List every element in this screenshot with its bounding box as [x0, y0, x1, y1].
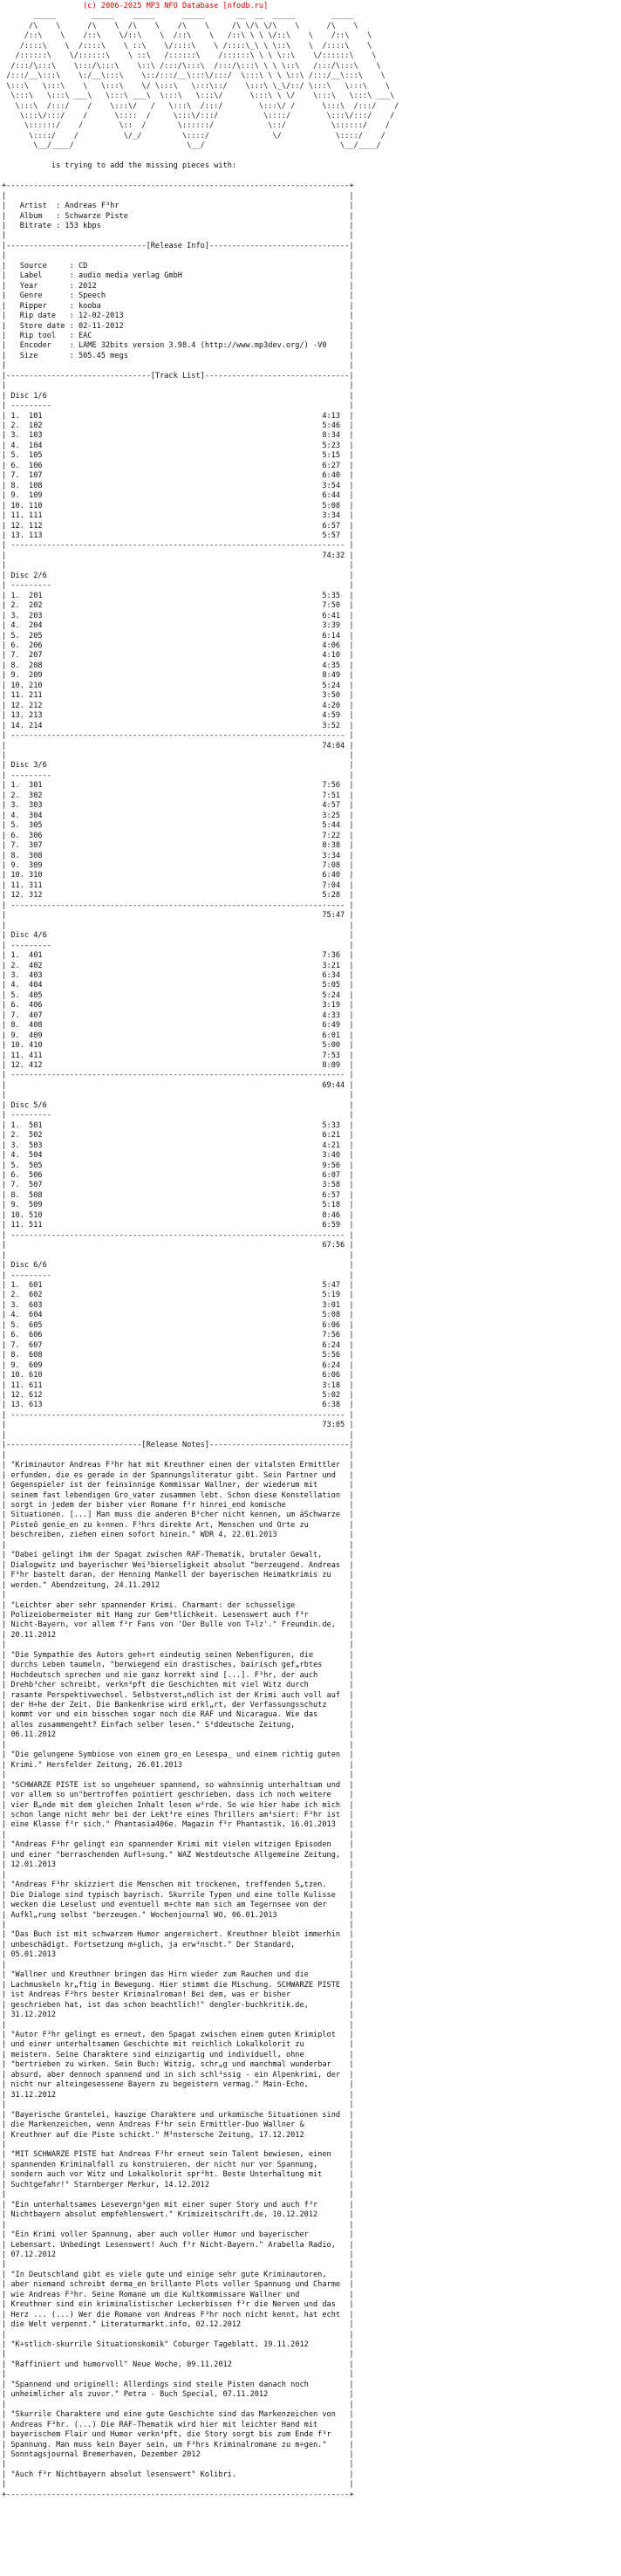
track-row: | 3. 503 4:21 |: [2, 1141, 354, 1150]
track-row: | 1. 101 4:13 |: [2, 411, 354, 421]
track-row: | 8. 208 4:35 |: [2, 661, 354, 670]
release-note-line: | "Skurrile Charaktere und eine gute Geschichte sind das Markenzeichen von |: [2, 2410, 354, 2420]
info-field: | Source : CD |: [2, 261, 354, 271]
box-line: | |: [2, 1740, 354, 1750]
tagline: is trying to add the missing pieces with:: [2, 161, 237, 171]
disc-title: | Disc 1/6 |: [2, 391, 354, 401]
release-note-line: | durchs Leben taumeln, "berwiegend ein drastisches, bairisch gef„rbtes |: [2, 1661, 354, 1670]
info-field: | Year : 2012 |: [2, 281, 354, 291]
release-note-line: | "SCHWARZE PISTE ist so ungeheuer spannend, so wahnsinnig unterhaltsam und |: [2, 1780, 354, 1790]
track-row: | 3. 403 6:34 |: [2, 970, 354, 980]
release-note-line: | Sonntagsjournal Bremerhaven, Dezember 2012 |: [2, 2450, 354, 2460]
track-row: | 11. 411 7:53 |: [2, 1051, 354, 1060]
release-note-line: | "bertrieben zu wirken. Sein Buch: Witzig, schr„g und manchmal wunderbar |: [2, 2060, 354, 2070]
track-row: | 10. 310 6:40 |: [2, 871, 354, 880]
track-row: | 12. 112 6:57 |: [2, 521, 354, 531]
release-note-line: | Aufkl„rung selbst "berzeugen." Wochenjournal WO, 06.01.2013 |: [2, 1910, 354, 1920]
logo-ascii-line: /:::/\:::\ \:::/\:::\ \::\ /:::/\:::\ /:::/\:::\ \ \ \::\ /:::/\:::\ \: [2, 61, 381, 71]
disc-separator: | -------------------------------------------------------------------------- |: [2, 731, 354, 741]
box-line: | |: [2, 361, 354, 371]
track-row: | 4. 304 3:25 |: [2, 811, 354, 820]
box-line: | |: [2, 1540, 354, 1550]
track-row: | 8. 308 3:34 |: [2, 851, 354, 860]
track-row: | 8. 508 6:57 |: [2, 1190, 354, 1200]
box-line: | |: [2, 231, 354, 241]
track-row: | 11. 611 3:18 |: [2, 1380, 354, 1390]
track-row: | 10. 510 8:46 |: [2, 1210, 354, 1220]
track-row: | 6. 306 7:22 |: [2, 831, 354, 840]
track-row: | 4. 604 5:08 |: [2, 1311, 354, 1320]
track-row: | 13. 213 4:59 |: [2, 711, 354, 721]
track-row: | 2. 202 7:50 |: [2, 601, 354, 611]
box-line: | |: [2, 1430, 354, 1440]
release-note-line: | bayerischem Flair und Humor verkn³pft, die Story sorgt bis zum Ende f³r |: [2, 2430, 354, 2440]
logo-ascii-line: /::\ \ /::\ \/::\ \ /::\ \ /::\ \ \ \/::\ \ /::\ \: [2, 31, 372, 41]
release-note-line: | eine Klasse f³r sich." Phantasia406e. Magazin f³r Phantastik, 16.01.2013 |: [2, 1820, 354, 1830]
track-row: | 3. 103 8:34 |: [2, 431, 354, 441]
track-row: | 4. 404 5:05 |: [2, 981, 354, 990]
logo-ascii-line: /:::/__\:::\ \:/__\:::\ \::/:::/__\:::\/:::/ \:::\ \ \ \::\ /:::/__\:::\ \: [2, 72, 386, 81]
info-field: | Size : 505.45 megs |: [2, 351, 354, 360]
box-border: +----------------------------------------------------------------------------+: [2, 182, 354, 191]
track-row: | 4. 204 3:39 |: [2, 621, 354, 631]
info-artist: | Artist : Andreas F³hr |: [2, 202, 354, 211]
release-note-line: | wie Andreas F³hr. Seine Romane um die Kultkommissare Wallner und |: [2, 2290, 354, 2299]
disc-underline: | --------- |: [2, 581, 354, 591]
track-row: | 5. 205 6:14 |: [2, 631, 354, 641]
track-row: | 7. 107 6:40 |: [2, 471, 354, 481]
track-row: | 5. 305 5:44 |: [2, 821, 354, 831]
box-line: | |: [2, 251, 354, 261]
track-row: | 1. 501 5:33 |: [2, 1120, 354, 1130]
release-note-line: | Suchtgefahr!" Starnberger Merkur, 14.12.2012 |: [2, 2180, 354, 2189]
track-row: | 10. 610 6:06 |: [2, 1371, 354, 1380]
track-row: | 11. 211 3:50 |: [2, 691, 354, 701]
disc-separator: | -------------------------------------------------------------------------- |: [2, 901, 354, 910]
release-note-line: | der H÷he der Zeit. Die Bankenkrise wird erkl„rt, der Verfassungsschutz |: [2, 1701, 354, 1710]
track-row: | 11. 511 6:59 |: [2, 1221, 354, 1230]
release-note-line: | Drehb³cher schreibt, verkn³pft die Geschichten mit viel Witz durch |: [2, 1681, 354, 1690]
release-note-line: | meistern. Seine Charaktere sind einzigartig und individuell, ohne |: [2, 2050, 354, 2059]
release-note-line: | nicht nur alteingesessene Bayern zu begeistern vermag." Main-Echo, |: [2, 2080, 354, 2090]
disc-underline: | --------- |: [2, 941, 354, 950]
box-line: | |: [2, 2350, 354, 2360]
track-row: | 8. 608 5:56 |: [2, 1351, 354, 1360]
box-border: +----------------------------------------------------------------------------+: [2, 2490, 354, 2499]
release-note-line: | 06.11.2012 |: [2, 1730, 354, 1740]
release-note-line: | "Auch f³r Nichtbayern absolut lesenswert" Kolibri. |: [2, 2470, 354, 2479]
release-note-line: | "Wallner und Kreuthner bringen das Hirn wieder zum Rauchen und die |: [2, 1970, 354, 1980]
release-note-line: | "Spannend und originell: Allerdings sind steile Pisten danach noch |: [2, 2380, 354, 2389]
box-line: | |: [2, 1641, 354, 1650]
release-note-line: | "K÷stlich-skurrile Situationskomik" Coburger Tageblatt, 19.11.2012 |: [2, 2340, 354, 2350]
box-line: | |: [2, 1921, 354, 1929]
disc-separator: | -------------------------------------------------------------------------- |: [2, 541, 354, 551]
release-note-line: | wecken die Leselust und eventuell m÷chte man sich am Tegernsee von der |: [2, 1901, 354, 1910]
track-row: | 13. 613 6:38 |: [2, 1401, 354, 1410]
info-field: | Ripper : kooba |: [2, 301, 354, 311]
release-note-line: | Pisteô genie_en zu k÷nnen. F³hrs direkte Art, Menschen und Orte zu |: [2, 1520, 354, 1530]
release-note-line: | "Ein unterhaltsames Lesevergn³gen mit einer super Story und auch f³r |: [2, 2200, 354, 2209]
info-field: | Rip date : 12-02-2013 |: [2, 312, 354, 321]
release-note-line: | "Andreas F³hr skizziert die Menschen mit trockenen, treffenden S„tzen. |: [2, 1881, 354, 1890]
track-row: | 6. 106 6:27 |: [2, 461, 354, 470]
box-line: | |: [2, 921, 354, 930]
release-note-line: | Kreuthner sind ein kriminalistischer Leckerbissen f³r die Nerven und das |: [2, 2300, 354, 2310]
release-note-line: | Spannung. Man muss kein Bayer sein, um F³hrs Kriminalromane zu m÷gen." |: [2, 2440, 354, 2449]
info-field: | Genre : Speech |: [2, 291, 354, 301]
track-row: | 3. 603 3:01 |: [2, 1300, 354, 1310]
track-row: | 9. 209 8:49 |: [2, 671, 354, 681]
release-note-line: | unheimlicher als zuvor." Petra - Buch Special, 07.11.2012 |: [2, 2390, 354, 2400]
track-row: | 12. 612 5:02 |: [2, 1390, 354, 1400]
disc-separator: | -------------------------------------------------------------------------- |: [2, 1410, 354, 1420]
release-note-line: | Dialogwitz und bayerischer Wei³bierseligkeit absolut "berzeugend. Andreas |: [2, 1560, 354, 1570]
release-note-line: | "Autor F³hr gelingt es erneut, den Spagat zwischen einem guten Krimiplot |: [2, 2030, 354, 2039]
disc-separator: | -------------------------------------------------------------------------- |: [2, 1071, 354, 1080]
track-row: | 8. 108 3:54 |: [2, 481, 354, 490]
track-row: | 2. 302 7:51 |: [2, 791, 354, 800]
box-line: | |: [2, 2370, 354, 2380]
box-line: | |: [2, 2480, 354, 2490]
track-row: | 2. 102 5:46 |: [2, 421, 354, 431]
release-note-line: | "Die gelungene Symbiose von einem gro_en Lesespa_ und einem richtig guten |: [2, 1750, 354, 1760]
copyright-line: (c) 2006-2025 MP3 NFO Database [nfodb.ru]: [2, 2, 269, 10]
box-line: | |: [2, 2140, 354, 2149]
box-line: | |: [2, 1450, 354, 1460]
release-note-line: | "Dabei gelingt ihm der Spagat zwischen RAF-Thematik, brutaler Gewalt, |: [2, 1551, 354, 1560]
box-line: | |: [2, 1960, 354, 1970]
release-note-line: | 31.12.2012 |: [2, 2090, 354, 2100]
release-note-line: | spannenden Kriminalfall zu konstruieren, der nicht nur vor Spannung, |: [2, 2160, 354, 2169]
track-row: | 10. 210 5:24 |: [2, 681, 354, 690]
release-note-line: | "Bayerische Grantelei, kauzige Charaktere und urkomische Situationen sind |: [2, 2110, 354, 2120]
track-row: | 9. 109 6:44 |: [2, 491, 354, 501]
track-row: | 11. 311 7:04 |: [2, 880, 354, 890]
box-line: | |: [2, 2100, 354, 2110]
box-line: | |: [2, 2190, 354, 2200]
info-album: | Album : Schwarze Piste |: [2, 211, 354, 221]
disc-total: | 74:32 |: [2, 551, 354, 560]
release-note-line: | "Andreas F³hr gelingt ein spannender Krimi mit vielen witzigen Episoden |: [2, 1840, 354, 1850]
release-note-line: | Herz ... (...) Wer die Romane von Andreas F³hr noch nicht kennt, hat echt |: [2, 2310, 354, 2319]
logo-ascii-line: /\ \ /\ \ /\ \ /\ \ /\ \/\ \/\ \ /\ \: [2, 21, 358, 31]
box-line: | |: [2, 1830, 354, 1840]
disc-title: | Disc 2/6 |: [2, 571, 354, 580]
disc-title: | Disc 6/6 |: [2, 1261, 354, 1271]
track-row: | 2. 502 6:21 |: [2, 1131, 354, 1141]
box-line: | |: [2, 1250, 354, 1260]
disc-total: | 67:56 |: [2, 1241, 354, 1250]
disc-underline: | --------- |: [2, 1111, 354, 1120]
track-row: | 7. 307 8:38 |: [2, 841, 354, 851]
release-note-line: | seinem fast lebendigen Gro_vater zusammen lebt. Schon diese Konstellation |: [2, 1490, 354, 1500]
release-note-line: | Polizeiobermeister mit Hang zur Gem³tlichkeit. Lesenswert auch f³r |: [2, 1610, 354, 1620]
disc-total: | 74:04 |: [2, 741, 354, 750]
release-note-line: | "MIT SCHWARZE PISTE hat Andreas F³hr erneut sein Talent bewiesen, einen |: [2, 2150, 354, 2160]
track-row: | 5. 505 9:56 |: [2, 1161, 354, 1170]
release-note-line: | sorgt in jedem der bisher vier Romane f³r hinrei_end komische |: [2, 1500, 354, 1510]
release-note-line: | Die Dialoge sind typisch bayrisch. Skurrile Typen und eine tolle Kulisse |: [2, 1890, 354, 1900]
info-bitrate: | Bitrate : 153 kbps |: [2, 221, 354, 230]
logo-ascii-line: /::::::\ \/::::::\ \ ::\ /::::::\ /::::::\ \ \ \::\ \/::::::\ \: [2, 51, 377, 61]
release-note-line: | schon lange nicht mehr bei der Lekt³re eines Thrillers am³siert: F³hr ist |: [2, 1811, 354, 1820]
box-line: | |: [2, 2460, 354, 2470]
track-row: | 6. 506 6:07 |: [2, 1171, 354, 1181]
disc-title: | Disc 5/6 |: [2, 1100, 354, 1110]
track-row: | 12. 312 5:28 |: [2, 891, 354, 901]
release-note-line: | "Kriminautor Andreas F³hr hat mit Kreuthner einen der vitalsten Ermittler |: [2, 1461, 354, 1470]
release-note-line: | Lachmuskeln kr„ftig in Bewegung. Hier stimmt die Mischung. SCHWARZE PISTE |: [2, 1980, 354, 1990]
release-note-line: | "Leichter aber sehr spannender Krimi. Charmant: der schusselige |: [2, 1600, 354, 1610]
release-note-line: | "Die Sympathie des Autors geh÷rt eindeutig seinen Nebenfiguren, die |: [2, 1650, 354, 1660]
release-note-line: | F³hr bastelt daran, der Henning Mankell der bayerischen Heimatkrimis zu |: [2, 1571, 354, 1580]
box-line: | |: [2, 2220, 354, 2230]
release-note-line: | vier B„nde mit dem gleichen Inhalt lesen w³rde. So wie hier habe ich mich |: [2, 1800, 354, 1810]
info-field: | Encoder : LAME 32bits version 3.98.4 (http://www.mp3dev.org/) -V0 |: [2, 341, 354, 351]
box-line: | |: [2, 381, 354, 391]
track-row: | 8. 408 6:49 |: [2, 1021, 354, 1031]
release-note-line: | und einer "berraschenden Aufl÷sung." WAZ Westdeutsche Allgemeine Zeitung, |: [2, 1850, 354, 1860]
track-row: | 1. 601 5:47 |: [2, 1281, 354, 1290]
track-row: | 2. 402 3:21 |: [2, 961, 354, 970]
release-note-line: | Andreas F³hr. (...) Die RAF-Thematik wird hier mit leichter Hand mit |: [2, 2420, 354, 2429]
track-row: | 3. 303 4:57 |: [2, 801, 354, 811]
disc-title: | Disc 4/6 |: [2, 931, 354, 941]
box-line: | |: [2, 2400, 354, 2409]
release-note-line: | aber niemand schreibt derma_en brillante Plots voller Spannung und Charme |: [2, 2280, 354, 2290]
box-line: | |: [2, 1591, 354, 1600]
logo-ascii-line: \::::::/ / \:: / \::::::/ \::/ \::::::/ /: [2, 121, 390, 131]
track-row: | 6. 206 4:06 |: [2, 641, 354, 650]
box-line: | |: [2, 2020, 354, 2030]
disc-total: | 69:44 |: [2, 1080, 354, 1090]
track-row: | 7. 507 3:58 |: [2, 1181, 354, 1190]
logo-ascii-line: \::::/ / \/_/ \::::/ \/ \::::/ /: [2, 131, 386, 140]
release-note-line: | 20.11.2012 |: [2, 1630, 354, 1640]
logo-ascii-line: _____ _____ _____ _____ __ __ _____ _____: [2, 11, 354, 21]
track-row: | 14. 214 3:52 |: [2, 721, 354, 730]
release-note-line: | unbeschädigt. Fortsetzung m÷glich, ja erw³nscht." Der Standard, |: [2, 1940, 354, 1949]
track-row: | 12. 412 8:09 |: [2, 1061, 354, 1071]
box-line: | |: [2, 1091, 354, 1100]
track-row: | 7. 407 4:33 |: [2, 1011, 354, 1020]
track-row: | 5. 405 5:24 |: [2, 990, 354, 1000]
release-note-line: | die Markenzeichen, wenn Andreas F³hr sein Ermittler-Duo Wallner & |: [2, 2120, 354, 2130]
track-row: | 4. 104 5:23 |: [2, 441, 354, 450]
release-note-line: | 07.12.2012 |: [2, 2250, 354, 2259]
section-release-notes: |------------------------------[Release Notes]-------------------------------|: [2, 1441, 354, 1450]
release-note-line: | werden." Abendzeitung, 24.11.2012 |: [2, 1580, 354, 1590]
info-field: | Label : audio media verlag GmbH |: [2, 271, 354, 281]
logo-ascii-line: \:::\/:::/ / \:::: / \:::\/:::/ \::::/ \:::\/:::/ /: [2, 111, 395, 120]
release-note-line: | 05.01.2013 |: [2, 1950, 354, 1960]
disc-underline: | --------- |: [2, 771, 354, 780]
disc-underline: | --------- |: [2, 1271, 354, 1280]
track-row: | 9. 609 6:24 |: [2, 1360, 354, 1370]
disc-total: | 75:47 |: [2, 911, 354, 921]
release-note-line: | Nichtbayern absolut empfehlenswert." Krimizeitschrift.de, 10.12.2012 |: [2, 2210, 354, 2220]
logo-ascii-line: \__/____/ \__/ \__/____/: [2, 141, 381, 151]
track-row: | 2. 602 5:19 |: [2, 1291, 354, 1300]
track-row: | 12. 212 4:20 |: [2, 701, 354, 710]
track-row: | 1. 201 5:35 |: [2, 591, 354, 600]
release-note-line: | sondern auch vor Witz und Lokalkolorit spr³ht. Beste Unterhaltung mit |: [2, 2170, 354, 2180]
release-note-line: | ist Andreas F³hrs bester Kriminalroman! Bei dem, was er bisher |: [2, 1990, 354, 2000]
release-note-line: | 31.12.2012 |: [2, 2011, 354, 2020]
logo-ascii-line: \:::\ \:::\ ___\ \:::\ ___\ \:::\ \:::\/ \:::\ \ \/ \:::\ \:::\ ___\: [2, 92, 395, 101]
release-note-line: | die Welt verpennt." Literaturmarkt.info, 02.12.2012 |: [2, 2320, 354, 2330]
section-track-list: |--------------------------------[Track List]--------------------------------|: [2, 371, 354, 380]
track-row: | 6. 406 3:19 |: [2, 1001, 354, 1011]
section-release-info: |-------------------------------[Release Info]-------------------------------|: [2, 241, 354, 250]
release-note-line: | 12.01.2013 |: [2, 1860, 354, 1870]
track-row: | 11. 111 3:34 |: [2, 511, 354, 521]
track-row: | 6. 606 7:56 |: [2, 1331, 354, 1340]
track-row: | 9. 509 5:18 |: [2, 1201, 354, 1210]
logo-ascii-line: \:::\ /:::/ / \:::\/ / \:::\ /:::/ \:::\/ / \:::\ /:::/ /: [2, 101, 399, 111]
track-row: | 3. 203 6:41 |: [2, 611, 354, 620]
track-row: | 9. 309 7:08 |: [2, 860, 354, 870]
track-row: | 7. 607 6:24 |: [2, 1340, 354, 1350]
disc-title: | Disc 3/6 |: [2, 761, 354, 771]
disc-total: | 73:05 |: [2, 1421, 354, 1430]
track-row: | 13. 113 5:57 |: [2, 531, 354, 541]
release-note-line: | Nicht-Bayern, vor allem f³r Fans von 'Der Bulle von T÷lz'." Freundin.de, |: [2, 1620, 354, 1630]
release-note-line: | erfunden, die es gerade in der Spannungsliteratur gibt. Sein Partner und |: [2, 1470, 354, 1480]
release-note-line: | alles zusammengeht? Einfach selber lesen." S³ddeutsche Zeitung, |: [2, 1720, 354, 1730]
track-row: | 9. 409 6:01 |: [2, 1031, 354, 1040]
track-row: | 1. 401 7:36 |: [2, 951, 354, 961]
release-note-line: | "Das Buch ist mit schwarzem Humor angereichert. Kreuthner bleibt immerhin |: [2, 1930, 354, 1940]
track-row: | 10. 110 5:08 |: [2, 501, 354, 510]
box-line: | |: [2, 2330, 354, 2340]
disc-separator: | -------------------------------------------------------------------------- |: [2, 1230, 354, 1240]
track-row: | 4. 504 3:40 |: [2, 1151, 354, 1161]
release-note-line: | Krimi." Hersfelder Zeitung, 26.01.2013 |: [2, 1760, 354, 1770]
box-line: | |: [2, 1870, 354, 1880]
box-line: | |: [2, 561, 354, 571]
release-note-line: | Gegenspieler ist der feinsinnige Kommissar Wallner, der wiederum mit |: [2, 1481, 354, 1490]
release-note-line: | und einer unterhaltsamen Geschichte mit reichlich Lokalkolorit zu |: [2, 2040, 354, 2050]
box-line: | |: [2, 1771, 354, 1780]
release-note-line: | rasante Perspektivwechsel. Selbstverst„ndlich ist der Krimi auch voll auf |: [2, 1690, 354, 1700]
track-row: | 1. 301 7:56 |: [2, 781, 354, 791]
box-line: | |: [2, 191, 354, 201]
release-note-line: | Situationen. [...] Man muss die anderen B³cher nicht kennen, um äSchwarze |: [2, 1511, 354, 1520]
info-field: | Store date : 02-11-2012 |: [2, 321, 354, 331]
release-note-line: | Kreuthner auf die Piste schickt." M³nstersche Zeitung, 17.12.2012 |: [2, 2130, 354, 2140]
box-line: | |: [2, 2260, 354, 2270]
release-note-line: | geschrieben hat, ist das schon beachtlich!" dengler-buchkritik.de, |: [2, 2000, 354, 2010]
release-note-line: | absurd, aber dennoch spannend und in sich schl³ssig - ein Alpenkrimi, der |: [2, 2070, 354, 2079]
track-row: | 10. 410 5:00 |: [2, 1041, 354, 1051]
logo-ascii-line: /::::\ \ /::::\ \ ::\ \/::::\ \ /::::\_\ \ \::\ \ /::::\ \: [2, 41, 372, 51]
track-row: | 5. 605 6:06 |: [2, 1320, 354, 1330]
release-note-line: | kommt vor und ein bisschen sogar noch die RAF und Nicaragua. Wie das |: [2, 1710, 354, 1720]
info-field: | Rip tool : EAC |: [2, 331, 354, 340]
disc-underline: | --------- |: [2, 401, 354, 411]
track-row: | 7. 207 4:10 |: [2, 651, 354, 661]
logo-ascii-line: \:::\ \:::\ \ \:::\ \/ \:::\ \:::\::/ \:::\ \_\/::/ \:::\ \:::\ \: [2, 81, 390, 91]
release-note-line: | "Ein Krimi voller Spannung, aber auch voller Humor und bayerischer |: [2, 2230, 354, 2240]
release-note-line: | beschreiben, ziehen einen sofort hinein." WDR 4, 22.01.2013 |: [2, 1531, 354, 1540]
box-line: | |: [2, 750, 354, 760]
release-note-line: | Hochdeutsch sprechen und nie ganz korrekt sind [...]. F³hr, der auch |: [2, 1670, 354, 1680]
release-note-line: | "Raffiniert und humorvoll" Neue Woche, 09.11.2012 |: [2, 2360, 354, 2369]
track-row: | 5. 105 5:15 |: [2, 451, 354, 461]
release-note-line: | Lebensart. Unbedingt Lesenswert! Auch f³r Nicht-Bayern." Arabella Radio, |: [2, 2240, 354, 2250]
release-note-line: | "In Deutschland gibt es viele gute und einige sehr gute Kriminautoren, |: [2, 2270, 354, 2279]
release-note-line: | vor allem so un"bertroffen pointiert geschrieben, dass ich noch weitere |: [2, 1791, 354, 1800]
